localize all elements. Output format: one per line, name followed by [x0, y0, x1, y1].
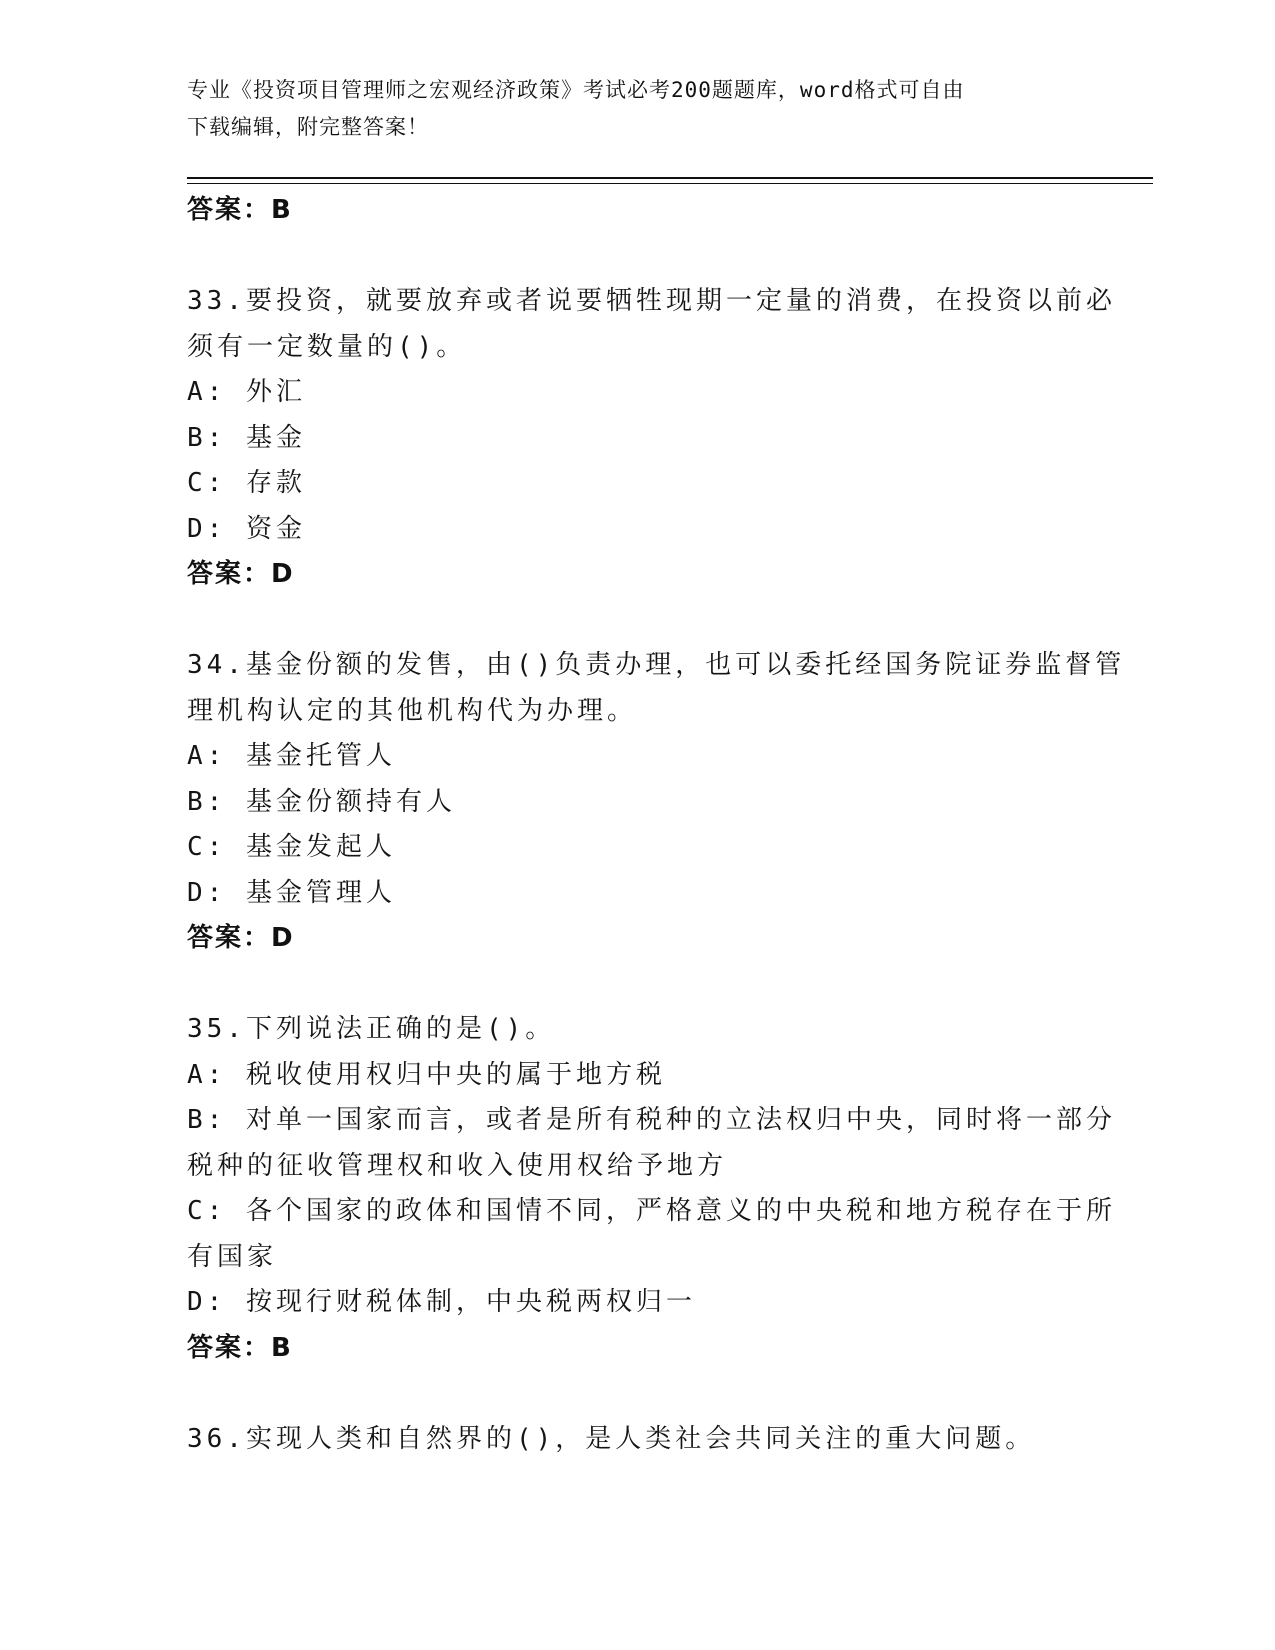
- header-rule-thin: [187, 183, 1153, 184]
- question-34-stem-line-2: 理机构认定的其他机构代为办理。: [187, 695, 638, 726]
- header-line-1: 专业《投资项目管理师之宏观经济政策》考试必考200题题库，word格式可自由: [187, 78, 965, 102]
- question-35-option-d: D: 按现行财税体制，中央税两权归一: [187, 1287, 696, 1317]
- question-35: [187, 1007, 1116, 1371]
- question-35-option-a: A: 税收使用权归中央的属于地方税: [187, 1059, 666, 1090]
- question-34-option-a: A: 基金托管人: [187, 741, 396, 771]
- question-35-option-c-line-1: C: 各个国家的政体和国情不同，严格意义的中央税和地方税存在于所: [187, 1196, 1116, 1226]
- page-header: [187, 72, 1067, 146]
- answer-32: 答案：B: [187, 195, 293, 225]
- question-35-option-b-line-1: B: 对单一国家而言，或者是所有税种的立法权归中央，同时将一部分: [187, 1105, 1116, 1135]
- question-35-stem-line-1: 35.下列说法正确的是()。: [187, 1014, 556, 1044]
- question-33: [187, 279, 1116, 598]
- question-36-stem-line-1: 36.实现人类和自然界的()，是人类社会共同关注的重大问题。: [187, 1423, 1036, 1454]
- answer-35: 答案：B: [187, 1332, 293, 1363]
- question-34: [187, 643, 1126, 962]
- question-33-stem-line-1: 33.要投资，就要放弃或者说要牺牲现期一定量的消费，在投资以前必: [187, 286, 1116, 316]
- question-33-option-b: B: 基金: [187, 422, 306, 453]
- spacer: [187, 1371, 1087, 1417]
- question-33-stem-line-2: 须有一定数量的()。: [187, 331, 467, 362]
- question-36: [187, 1417, 1087, 1463]
- answer-33: 答案：D: [187, 559, 295, 589]
- question-34-option-d: D: 基金管理人: [187, 877, 396, 908]
- answer-34: 答案：D: [187, 923, 295, 953]
- spacer: [187, 234, 1087, 280]
- question-35-option-c-line-2: 有国家: [187, 1241, 278, 1272]
- question-33-option-d: D: 资金: [187, 513, 306, 544]
- header-line-2: 下载编辑，附完整答案！: [187, 115, 429, 139]
- spacer: [187, 962, 1087, 1008]
- question-35-option-b-line-2: 税种的征收管理权和收入使用权给予地方: [187, 1150, 728, 1181]
- spacer: [187, 598, 1087, 644]
- question-34-stem-line-1: 34.基金份额的发售，由()负责办理，也可以委托经国务院证券监督管: [187, 650, 1126, 680]
- question-33-option-c: C: 存款: [187, 468, 306, 498]
- question-33-option-a: A: 外汇: [187, 377, 306, 407]
- question-34-option-c: C: 基金发起人: [187, 832, 396, 862]
- question-list: [187, 188, 1126, 1462]
- header-rule-thick: [187, 177, 1153, 179]
- question-34-option-b: B: 基金份额持有人: [187, 786, 456, 817]
